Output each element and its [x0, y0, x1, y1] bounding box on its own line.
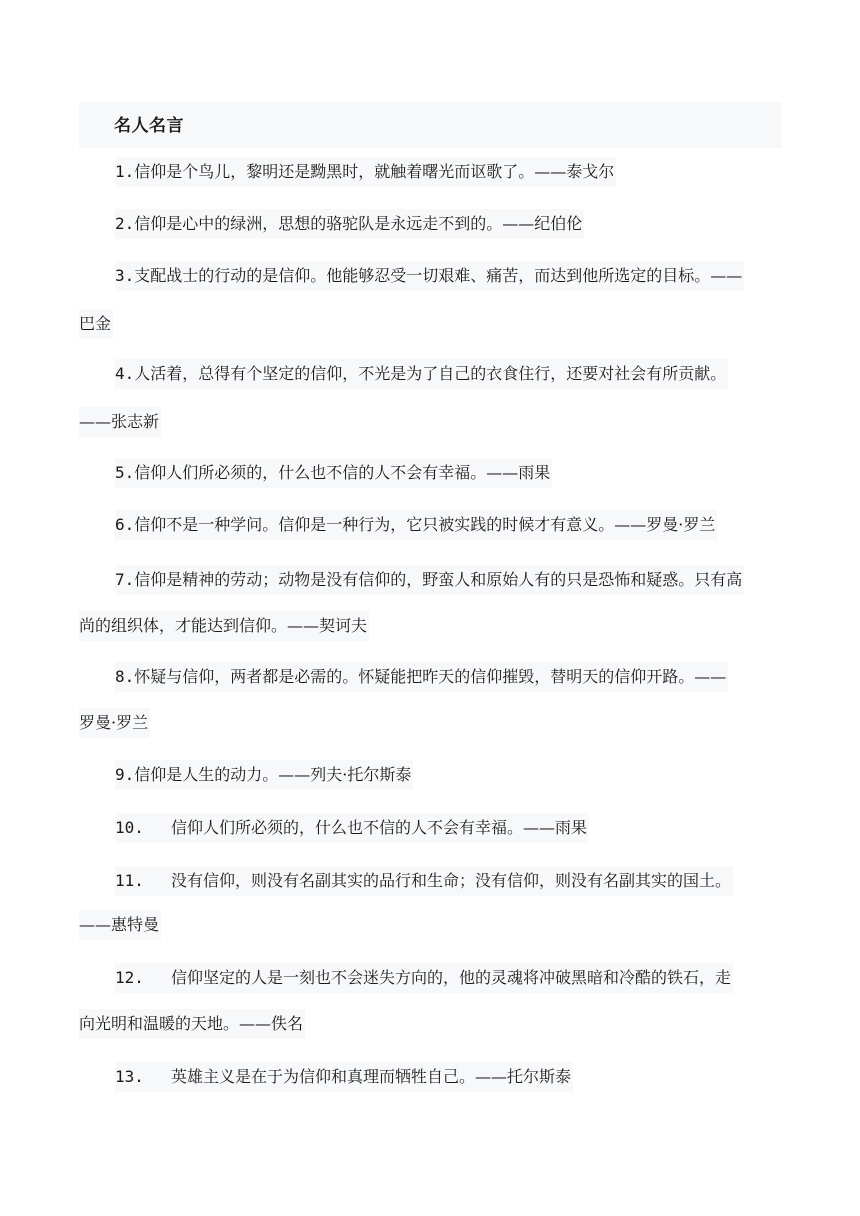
quote-text: 信仰是个鸟儿，黎明还是黝黑时，就触着曙光而讴歌了。——泰戈尔 [134, 162, 615, 181]
quote-line-continued [79, 708, 150, 738]
quote-text-continued: 向光明和温暖的天地。——佚名 [79, 1014, 304, 1033]
page-title: 名人名言 [114, 116, 184, 136]
quote-line [115, 866, 733, 896]
quote-number: 4. [115, 364, 135, 383]
quote-text-continued: ——惠特曼 [79, 915, 160, 934]
quote-line [115, 813, 589, 843]
quote-line [115, 1062, 573, 1092]
quote-line [115, 359, 728, 389]
quote-text-continued: ——张志新 [79, 412, 160, 431]
quote-text: 信仰人们所必须的，什么也不信的人不会有幸福。——雨果 [134, 463, 551, 482]
quote-text: 没有信仰，则没有名副其实的品行和生命；没有信仰，则没有名副其实的国土。 [171, 871, 732, 890]
quote-number: 13. [115, 1067, 144, 1086]
quote-line [115, 662, 728, 692]
quote-number: 5. [115, 463, 135, 482]
quote-text: 信仰是心中的绿洲，思想的骆驼队是永远走不到的。——纪伯伦 [134, 214, 583, 233]
quote-line [115, 458, 552, 488]
quote-number: 3. [115, 266, 135, 285]
quote-text: 信仰是精神的劳动；动物是没有信仰的，野蛮人和原始人有的只是恐怖和疑惑。只有高 [134, 570, 743, 589]
quote-line-continued [79, 910, 161, 940]
quote-text: 信仰坚定的人是一刻也不会迷失方向的，他的灵魂将冲破黑暗和冷酷的铁石，走 [171, 968, 732, 987]
quote-text: 怀疑与信仰，两者都是必需的。怀疑能把昨天的信仰摧毁，替明天的信仰开路。—— [134, 667, 727, 686]
quote-line-continued [79, 407, 161, 437]
quote-text: 信仰人们所必须的，什么也不信的人不会有幸福。——雨果 [171, 818, 588, 837]
quote-line [115, 157, 616, 187]
title-box [79, 102, 782, 148]
quote-number: 11. [115, 871, 144, 890]
quote-number: 10. [115, 818, 144, 837]
quote-text: 人活着，总得有个坚定的信仰，不光是为了自己的衣食住行，还要对社会有所贡献。 [134, 364, 727, 383]
quote-number: 7. [115, 570, 135, 589]
quote-line [115, 510, 717, 540]
quote-line-continued [79, 611, 369, 641]
quote-text-continued: 巴金 [79, 314, 112, 333]
quote-number: 12. [115, 968, 144, 987]
quote-text-continued: 尚的组织体，才能达到信仰。——契诃夫 [79, 616, 368, 635]
quote-line [115, 261, 744, 291]
quote-number: 1. [115, 162, 135, 181]
quote-line-continued [79, 309, 113, 339]
quote-number: 8. [115, 667, 135, 686]
quote-text-continued: 罗曼·罗兰 [79, 713, 149, 732]
quote-line [115, 760, 413, 790]
quote-number: 6. [115, 515, 135, 534]
quote-text: 支配战士的行动的是信仰。他能够忍受一切艰难、痛苦，而达到他所选定的目标。—— [134, 266, 743, 285]
quote-number: 9. [115, 765, 135, 784]
quote-line [115, 209, 584, 239]
quote-line-continued [79, 1009, 305, 1039]
quote-text: 信仰是人生的动力。——列夫·托尔斯泰 [134, 765, 412, 784]
quote-text: 英雄主义是在于为信仰和真理而牺牲自己。——托尔斯泰 [171, 1067, 572, 1086]
quote-text: 信仰不是一种学问。信仰是一种行为，它只被实践的时候才有意义。——罗曼·罗兰 [134, 515, 716, 534]
quote-line [115, 963, 733, 993]
quote-line [115, 565, 744, 595]
quote-number: 2. [115, 214, 135, 233]
